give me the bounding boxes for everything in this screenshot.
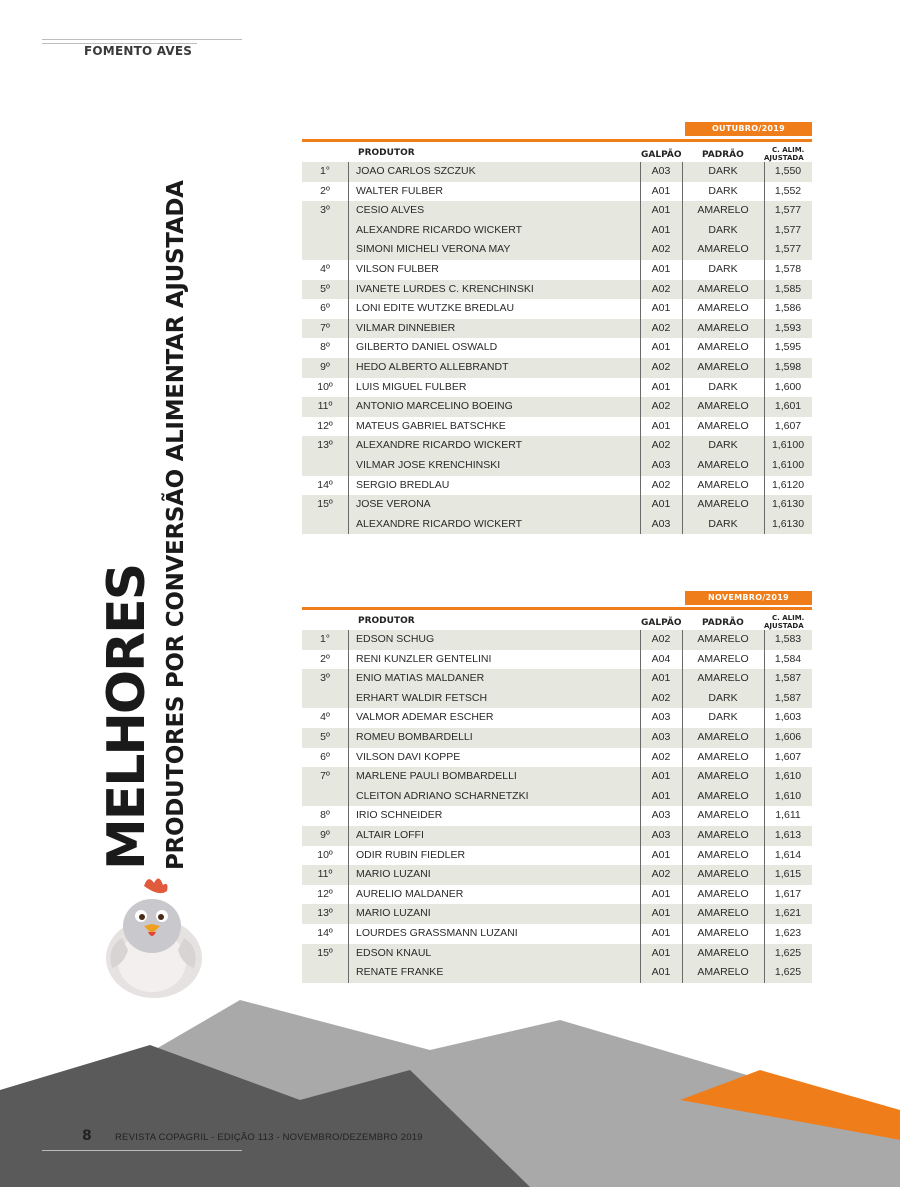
producer-cell: VILSON DAVI KOPPE xyxy=(356,750,461,763)
section-label: FOMENTO AVES xyxy=(84,44,193,58)
padrao-cell: AMARELO xyxy=(697,926,749,939)
month-tag: OUTUBRO/2019 xyxy=(685,122,812,136)
col-ajustada: AJUSTADA xyxy=(764,622,804,630)
producer-cell: ALEXANDRE RICARDO WICKERT xyxy=(356,517,523,530)
rank-cell: 1° xyxy=(319,633,331,645)
producer-cell: ALTAIR LOFFI xyxy=(356,828,424,841)
conversion-cell: 1,621 xyxy=(774,907,802,920)
table-row xyxy=(302,748,812,768)
padrao-cell: AMARELO xyxy=(697,672,749,685)
conversion-cell: 1,583 xyxy=(774,633,802,645)
galpao-cell: A01 xyxy=(651,204,671,217)
table-novembro xyxy=(302,590,812,985)
rank-cell: 7º xyxy=(320,770,330,783)
table-row xyxy=(302,669,812,689)
title-subtitle: PRODUTORES POR CONVERSÃO ALIMENTAR AJUSTADA xyxy=(163,180,189,870)
galpao-cell: A01 xyxy=(651,887,671,900)
producer-cell: ALEXANDRE RICARDO WICKERT xyxy=(356,439,523,452)
conversion-cell: 1,586 xyxy=(774,302,802,315)
padrao-cell: DARK xyxy=(708,184,738,197)
padrao-cell: AMARELO xyxy=(697,809,749,822)
rank-cell: 6º xyxy=(320,750,330,763)
table-row xyxy=(302,417,812,437)
table-row xyxy=(302,162,812,182)
galpao-cell: A01 xyxy=(651,848,671,861)
galpao-cell: A02 xyxy=(651,400,671,413)
galpao-cell: A01 xyxy=(651,302,671,315)
galpao-cell: A01 xyxy=(651,498,671,511)
orange-rule xyxy=(302,139,812,142)
galpao-cell: A02 xyxy=(651,439,671,452)
table-row xyxy=(302,944,812,964)
galpao-cell: A01 xyxy=(651,926,671,939)
galpao-cell: A01 xyxy=(651,789,671,802)
producer-cell: LOURDES GRASSMANN LUZANI xyxy=(356,926,518,939)
rank-cell: 8º xyxy=(320,809,330,822)
galpao-cell: A02 xyxy=(651,282,671,295)
padrao-cell: AMARELO xyxy=(697,302,749,315)
conversion-cell: 1,607 xyxy=(774,419,802,432)
padrao-cell: AMARELO xyxy=(697,360,749,373)
galpao-cell: A02 xyxy=(651,360,671,373)
rank-cell: 4º xyxy=(320,711,330,724)
conversion-cell: 1,610 xyxy=(774,789,802,802)
galpao-cell: A04 xyxy=(651,652,671,665)
rank-cell: 10º xyxy=(317,848,333,861)
producer-cell: RENATE FRANKE xyxy=(356,966,444,979)
producer-cell: GILBERTO DANIEL OSWALD xyxy=(356,341,498,354)
galpao-cell: A03 xyxy=(651,711,671,724)
galpao-cell: A01 xyxy=(651,946,671,959)
conversion-cell: 1,617 xyxy=(774,887,802,900)
rank-cell: 11º xyxy=(317,868,333,881)
padrao-cell: AMARELO xyxy=(697,868,749,881)
conversion-cell: 1,6120 xyxy=(771,478,805,491)
page-number: 8 xyxy=(82,1128,92,1144)
producer-cell: SERGIO BREDLAU xyxy=(356,478,450,491)
table-row xyxy=(302,240,812,260)
conversion-cell: 1,611 xyxy=(775,809,801,822)
table-row xyxy=(302,280,812,300)
rank-cell: 13º xyxy=(317,439,333,452)
galpao-cell: A03 xyxy=(651,730,671,743)
producer-cell: ANTONIO MARCELINO BOEING xyxy=(356,400,513,413)
producer-cell: JOAO CARLOS SZCZUK xyxy=(356,165,476,177)
rank-cell: 14º xyxy=(317,926,333,939)
producer-cell: HEDO ALBERTO ALLEBRANDT xyxy=(356,360,509,373)
table-row xyxy=(302,630,812,650)
conversion-cell: 1,600 xyxy=(774,380,802,393)
galpao-cell: A03 xyxy=(651,517,671,530)
galpao-cell: A02 xyxy=(651,868,671,881)
galpao-cell: A03 xyxy=(651,809,671,822)
table-row xyxy=(302,708,812,728)
rank-cell: 7º xyxy=(320,321,330,334)
title-melhores: MELHORES xyxy=(97,564,157,870)
conversion-cell: 1,625 xyxy=(774,946,802,959)
conversion-cell: 1,615 xyxy=(774,868,802,881)
mountains-decoration xyxy=(0,990,900,1187)
table-row xyxy=(302,826,812,846)
producer-cell: MARIO LUZANI xyxy=(356,868,431,881)
padrao-cell: AMARELO xyxy=(697,730,749,743)
producer-cell: VALMOR ADEMAR ESCHER xyxy=(356,711,494,724)
padrao-cell: AMARELO xyxy=(697,789,749,802)
conversion-cell: 1,603 xyxy=(774,711,802,724)
table-row xyxy=(302,689,812,709)
column-divider xyxy=(348,162,349,534)
table-row xyxy=(302,378,812,398)
footer-rule xyxy=(42,1150,242,1151)
conversion-cell: 1,601 xyxy=(774,400,802,413)
rank-cell: 1° xyxy=(319,165,331,177)
conversion-cell: 1,598 xyxy=(774,360,802,373)
conversion-cell: 1,595 xyxy=(774,341,802,354)
column-divider xyxy=(764,162,765,534)
producer-cell: CESIO ALVES xyxy=(356,204,425,217)
rank-cell: 12º xyxy=(317,887,333,900)
footer-text: REVISTA COPAGRIL - EDIÇÃO 113 - NOVEMBRO/DEZEMBRO 2019 xyxy=(115,1132,423,1143)
table-row xyxy=(302,924,812,944)
galpao-cell: A02 xyxy=(651,633,671,645)
table-row xyxy=(302,728,812,748)
col-padrao: PADRÃO xyxy=(702,150,744,160)
table-row xyxy=(302,397,812,417)
col-galpao: GALPÃO xyxy=(641,150,682,160)
padrao-cell: AMARELO xyxy=(697,478,749,491)
col-galpao: GALPÃO xyxy=(641,618,682,628)
rank-cell: 10º xyxy=(317,380,333,393)
conversion-cell: 1,577 xyxy=(774,223,802,236)
table-row xyxy=(302,806,812,826)
producer-cell: IVANETE LURDES C. KRENCHINSKI xyxy=(356,282,534,295)
padrao-cell: DARK xyxy=(708,517,738,530)
conversion-cell: 1,623 xyxy=(774,926,802,939)
galpao-cell: A03 xyxy=(651,828,671,841)
padrao-cell: AMARELO xyxy=(697,946,749,959)
chicken-icon xyxy=(104,868,206,998)
producer-cell: IRIO SCHNEIDER xyxy=(356,809,443,822)
producer-cell: MARIO LUZANI xyxy=(356,907,431,920)
rank-cell: 15º xyxy=(317,498,333,511)
rank-cell: 15º xyxy=(317,946,333,959)
conversion-cell: 1,6130 xyxy=(771,498,805,511)
rank-cell: 3º xyxy=(320,204,330,217)
conversion-cell: 1,614 xyxy=(774,848,802,861)
rank-cell: 14º xyxy=(317,478,333,491)
padrao-cell: AMARELO xyxy=(697,321,749,334)
table-row xyxy=(302,260,812,280)
galpao-cell: A02 xyxy=(651,691,671,704)
producer-cell: AURELIO MALDANER xyxy=(356,887,464,900)
column-divider xyxy=(640,162,641,534)
conversion-cell: 1,6130 xyxy=(771,517,805,530)
galpao-cell: A01 xyxy=(651,262,671,275)
galpao-cell: A01 xyxy=(651,672,671,685)
galpao-cell: A01 xyxy=(651,770,671,783)
table-row xyxy=(302,885,812,905)
rank-cell: 2º xyxy=(320,184,330,197)
table-row xyxy=(302,319,812,339)
table-row xyxy=(302,787,812,807)
table-row xyxy=(302,865,812,885)
producer-cell: EDSON SCHUG xyxy=(356,633,435,645)
padrao-cell: AMARELO xyxy=(697,341,749,354)
rank-cell: 9º xyxy=(320,828,330,841)
rows xyxy=(302,630,812,983)
galpao-cell: A01 xyxy=(651,223,671,236)
galpao-cell: A03 xyxy=(651,165,671,177)
padrao-cell: AMARELO xyxy=(697,770,749,783)
producer-cell: JOSE VERONA xyxy=(356,498,431,511)
table-row xyxy=(302,221,812,241)
padrao-cell: AMARELO xyxy=(697,419,749,432)
rank-cell: 4º xyxy=(320,262,330,275)
col-produtor: PRODUTOR xyxy=(358,616,415,626)
producer-cell: ALEXANDRE RICARDO WICKERT xyxy=(356,223,523,236)
rank-cell: 2º xyxy=(320,652,330,665)
padrao-cell: AMARELO xyxy=(697,498,749,511)
padrao-cell: DARK xyxy=(708,223,738,236)
producer-cell: CLEITON ADRIANO SCHARNETZKI xyxy=(356,789,529,802)
padrao-cell: DARK xyxy=(708,711,738,724)
rank-cell: 12º xyxy=(317,419,333,432)
vertical-title xyxy=(97,150,194,870)
rank-cell: 3º xyxy=(320,672,330,685)
table-row xyxy=(302,767,812,787)
table-row xyxy=(302,476,812,496)
producer-cell: LUIS MIGUEL FULBER xyxy=(356,380,467,393)
conversion-cell: 1,585 xyxy=(774,282,802,295)
col-calim: C. ALIM. xyxy=(772,614,805,622)
rank-cell: 11º xyxy=(317,400,333,413)
table-row xyxy=(302,436,812,456)
producer-cell: SIMONI MICHELI VERONA MAY xyxy=(356,243,511,256)
galpao-cell: A02 xyxy=(651,750,671,763)
conversion-cell: 1,593 xyxy=(774,321,802,334)
producer-cell: MARLENE PAULI BOMBARDELLI xyxy=(356,770,517,783)
padrao-cell: AMARELO xyxy=(697,966,749,979)
table-row xyxy=(302,182,812,202)
rank-cell: 5º xyxy=(320,730,330,743)
galpao-cell: A01 xyxy=(651,380,671,393)
table-row xyxy=(302,846,812,866)
producer-cell: VILMAR JOSE KRENCHINSKI xyxy=(356,458,501,471)
conversion-cell: 1,6100 xyxy=(771,439,805,452)
table-row xyxy=(302,456,812,476)
column-divider xyxy=(348,630,349,983)
table-row xyxy=(302,358,812,378)
conversion-cell: 1,577 xyxy=(774,204,802,217)
padrao-cell: AMARELO xyxy=(697,750,749,763)
rank-cell: 8º xyxy=(320,341,330,354)
padrao-cell: AMARELO xyxy=(697,204,749,217)
col-padrao: PADRÃO xyxy=(702,618,744,628)
padrao-cell: AMARELO xyxy=(697,887,749,900)
producer-cell: WALTER FULBER xyxy=(356,184,443,197)
galpao-cell: A01 xyxy=(651,341,671,354)
galpao-cell: A02 xyxy=(651,243,671,256)
table-row xyxy=(302,299,812,319)
column-divider xyxy=(682,162,683,534)
producer-cell: ENIO MATIAS MALDANER xyxy=(356,672,485,685)
producer-cell: RENI KUNZLER GENTELINI xyxy=(356,652,492,665)
conversion-cell: 1,610 xyxy=(774,770,802,783)
column-divider xyxy=(764,630,765,983)
padrao-cell: DARK xyxy=(708,165,738,177)
orange-rule xyxy=(302,607,812,610)
padrao-cell: DARK xyxy=(708,691,738,704)
month-tag: NOVEMBRO/2019 xyxy=(685,591,812,605)
conversion-cell: 1,577 xyxy=(774,243,802,256)
conversion-cell: 1,6100 xyxy=(771,458,805,471)
conversion-cell: 1,584 xyxy=(774,652,802,665)
producer-cell: LONI EDITE WUTZKE BREDLAU xyxy=(356,302,515,315)
padrao-cell: AMARELO xyxy=(697,652,749,665)
padrao-cell: AMARELO xyxy=(697,243,749,256)
conversion-cell: 1,587 xyxy=(774,691,802,704)
header-rule xyxy=(42,39,242,40)
conversion-cell: 1,552 xyxy=(774,184,802,197)
col-calim: C. ALIM. xyxy=(772,146,805,154)
producer-cell: EDSON KNAUL xyxy=(356,946,432,959)
table-row xyxy=(302,495,812,515)
col-ajustada: AJUSTADA xyxy=(764,154,804,162)
galpao-cell: A02 xyxy=(651,478,671,491)
rank-cell: 5º xyxy=(320,282,330,295)
conversion-cell: 1,587 xyxy=(774,672,802,685)
conversion-cell: 1,613 xyxy=(774,828,802,841)
padrao-cell: DARK xyxy=(708,262,738,275)
table-outubro xyxy=(302,122,812,532)
producer-cell: ODIR RUBIN FIEDLER xyxy=(356,848,466,861)
producer-cell: MATEUS GABRIEL BATSCHKE xyxy=(356,419,506,432)
padrao-cell: DARK xyxy=(708,439,738,452)
galpao-cell: A01 xyxy=(651,184,671,197)
table-row xyxy=(302,904,812,924)
galpao-cell: A01 xyxy=(651,966,671,979)
galpao-cell: A02 xyxy=(651,321,671,334)
table-row xyxy=(302,338,812,358)
galpao-cell: A03 xyxy=(651,458,671,471)
table-row xyxy=(302,515,812,535)
rank-cell: 13º xyxy=(317,907,333,920)
padrao-cell: AMARELO xyxy=(697,458,749,471)
galpao-cell: A01 xyxy=(651,907,671,920)
padrao-cell: AMARELO xyxy=(697,633,749,645)
padrao-cell: DARK xyxy=(708,380,738,393)
producer-cell: VILMAR DINNEBIER xyxy=(356,321,456,334)
col-produtor: PRODUTOR xyxy=(358,148,415,158)
table-row xyxy=(302,201,812,221)
producer-cell: VILSON FULBER xyxy=(356,262,439,275)
table-row xyxy=(302,963,812,983)
padrao-cell: AMARELO xyxy=(697,828,749,841)
galpao-cell: A01 xyxy=(651,419,671,432)
table-row xyxy=(302,650,812,670)
conversion-cell: 1,606 xyxy=(774,730,802,743)
rank-cell: 9º xyxy=(320,360,330,373)
producer-cell: ERHART WALDIR FETSCH xyxy=(356,691,488,704)
conversion-cell: 1,578 xyxy=(774,262,802,275)
rows xyxy=(302,162,812,534)
padrao-cell: AMARELO xyxy=(697,907,749,920)
producer-cell: ROMEU BOMBARDELLI xyxy=(356,730,473,743)
column-divider xyxy=(640,630,641,983)
padrao-cell: AMARELO xyxy=(697,400,749,413)
conversion-cell: 1,550 xyxy=(774,165,802,177)
rank-cell: 6º xyxy=(320,302,330,315)
conversion-cell: 1,625 xyxy=(774,966,802,979)
conversion-cell: 1,607 xyxy=(774,750,802,763)
padrao-cell: AMARELO xyxy=(697,848,749,861)
padrao-cell: AMARELO xyxy=(697,282,749,295)
column-divider xyxy=(682,630,683,983)
